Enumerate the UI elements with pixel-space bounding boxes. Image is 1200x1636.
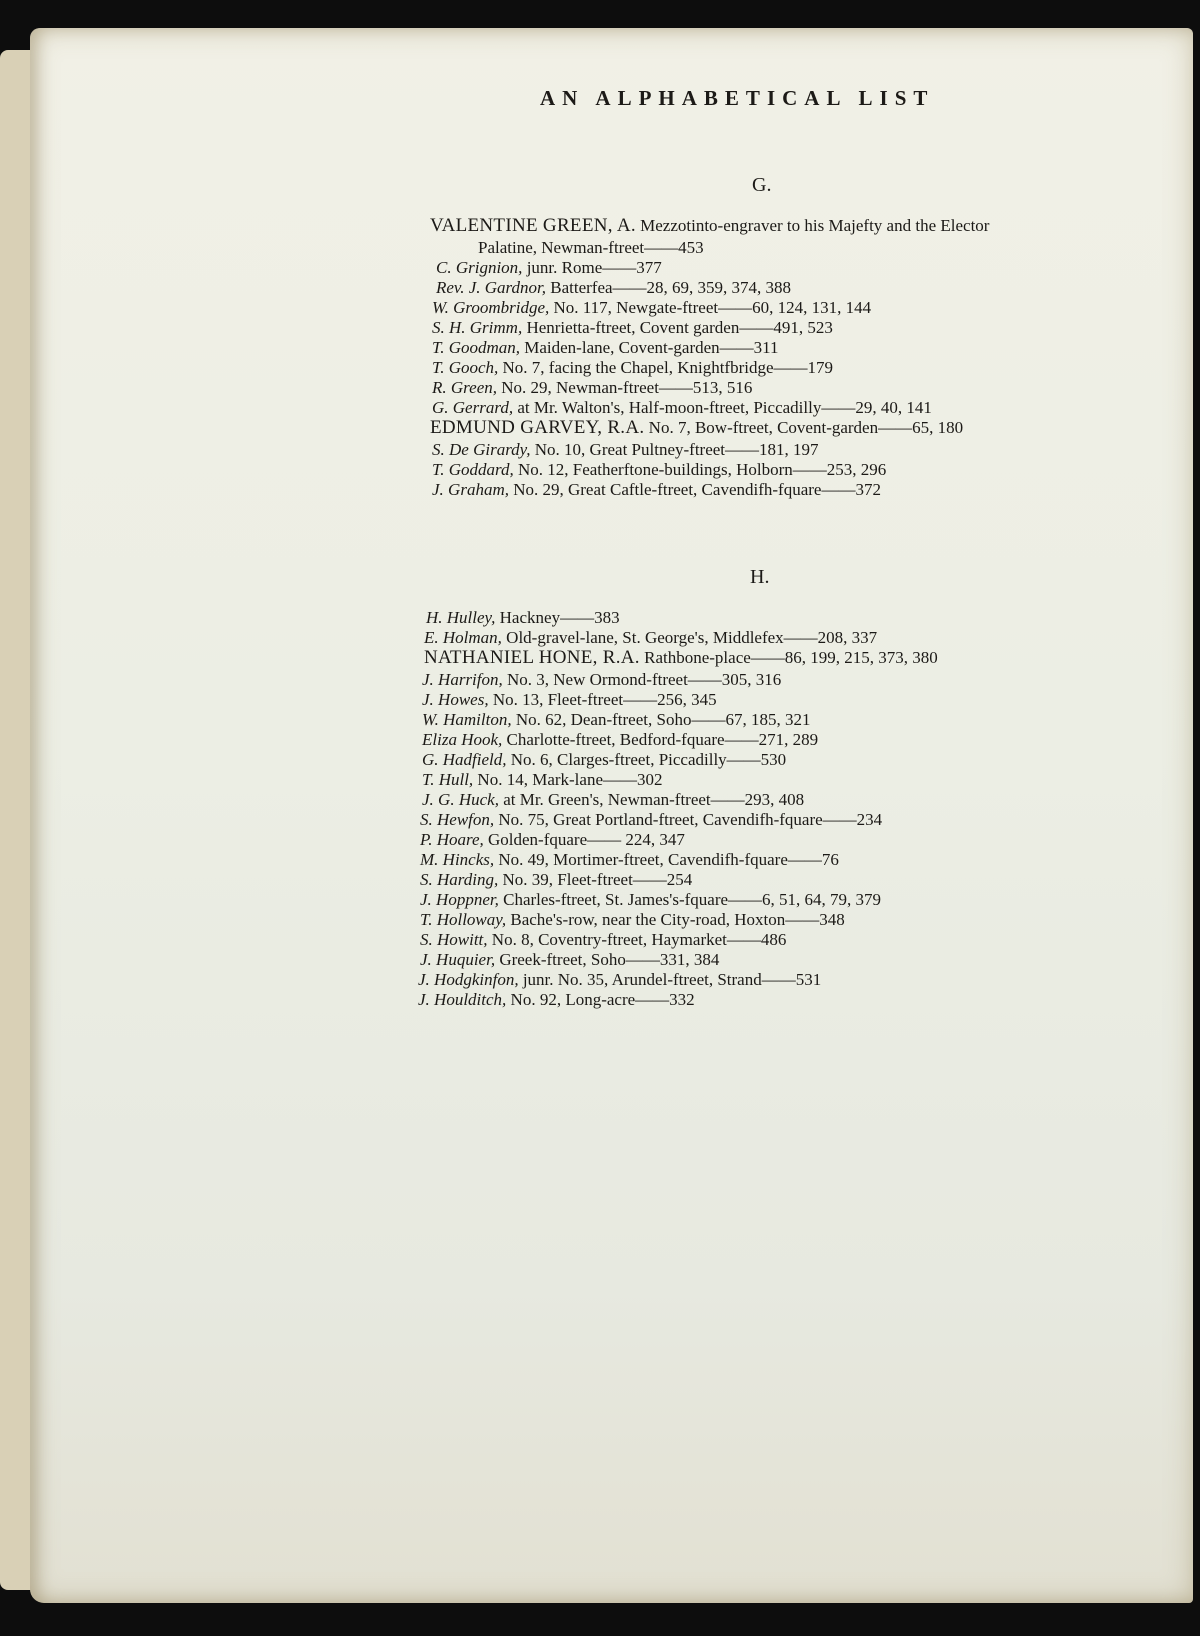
list-item: T. Goodman, Maiden-lane, Covent-garden——311 <box>432 338 779 357</box>
list-item: VALENTINE GREEN, A. Mezzotinto-engraver to his Majefty and the Elector <box>430 215 990 236</box>
section-heading-g: G. <box>752 174 772 196</box>
list-item: S. Harding, No. 39, Fleet-ftreet——254 <box>420 870 693 889</box>
list-item: T. Gooch, No. 7, facing the Chapel, Knightfbridge——179 <box>432 358 834 377</box>
list-item: W. Hamilton, No. 62, Dean-ftreet, Soho——67, 185, 321 <box>422 710 811 729</box>
list-item: S. De Girardy, No. 10, Great Pultney-ftreet——181, 197 <box>432 440 819 459</box>
list-item: EDMUND GARVEY, R.A. No. 7, Bow-ftreet, Covent-garden——65, 180 <box>430 417 964 438</box>
list-item: S. Howitt, No. 8, Coventry-ftreet, Haymarket——486 <box>420 930 787 949</box>
list-item: T. Goddard, No. 12, Featherftone-buildings, Holborn——253, 296 <box>432 460 887 479</box>
list-item: NATHANIEL HONE, R.A. Rathbone-place——86, 199, 215, 373, 380 <box>424 647 938 668</box>
list-item: T. Holloway, Bache's-row, near the City-road, Hoxton——348 <box>420 910 845 929</box>
list-item: T. Hull, No. 14, Mark-lane——302 <box>422 770 663 789</box>
list-item: P. Hoare, Golden-fquare—— 224, 347 <box>420 830 685 849</box>
list-item: W. Groombridge, No. 117, Newgate-ftreet——60, 124, 131, 144 <box>432 298 872 317</box>
list-item: J. Houlditch, No. 92, Long-acre——332 <box>418 990 695 1009</box>
list-item: Eliza Hook, Charlotte-ftreet, Bedford-fquare——271, 289 <box>422 730 819 749</box>
list-item: J. Harrifon, No. 3, New Ormond-ftreet——305, 316 <box>422 670 782 689</box>
running-head: AN ALPHABETICAL LIST <box>540 86 935 110</box>
list-item: J. Howes, No. 13, Fleet-ftreet——256, 345 <box>422 690 717 709</box>
list-item: R. Green, No. 29, Newman-ftreet——513, 516 <box>432 378 753 397</box>
list-item: S. H. Grimm, Henrietta-ftreet, Covent garden——491, 523 <box>432 318 833 337</box>
list-item: J. G. Huck, at Mr. Green's, Newman-ftreet——293, 408 <box>422 790 805 809</box>
list-item: J. Huquier, Greek-ftreet, Soho——331, 384 <box>420 950 720 969</box>
list-item: J. Graham, No. 29, Great Caftle-ftreet, Cavendifh-fquare——372 <box>432 480 881 499</box>
list-item: J. Hodgkinfon, junr. No. 35, Arundel-ftreet, Strand——531 <box>418 970 822 989</box>
list-item: G. Gerrard, at Mr. Walton's, Half-moon-ftreet, Piccadilly——29, 40, 141 <box>432 398 932 417</box>
list-item: C. Grignion, junr. Rome——377 <box>436 258 662 277</box>
list-item: E. Holman, Old-gravel-lane, St. George's, Middlefex——208, 337 <box>424 628 878 647</box>
list-item: H. Hulley, Hackney——383 <box>426 608 620 627</box>
list-item: J. Hoppner, Charles-ftreet, St. James's-fquare——6, 51, 64, 79, 379 <box>420 890 882 909</box>
section-heading-h: H. <box>750 566 770 588</box>
list-item: S. Hewfon, No. 75, Great Portland-ftreet, Cavendifh-fquare——234 <box>420 810 883 829</box>
list-item: G. Hadfield, No. 6, Clarges-ftreet, Piccadilly——530 <box>422 750 787 769</box>
list-item: Rev. J. Gardnor, Batterfea——28, 69, 359, 374, 388 <box>436 278 792 297</box>
list-item: Palatine, Newman-ftreet——453 <box>478 238 704 257</box>
list-item: M. Hincks, No. 49, Mortimer-ftreet, Cavendifh-fquare——76 <box>420 850 839 869</box>
